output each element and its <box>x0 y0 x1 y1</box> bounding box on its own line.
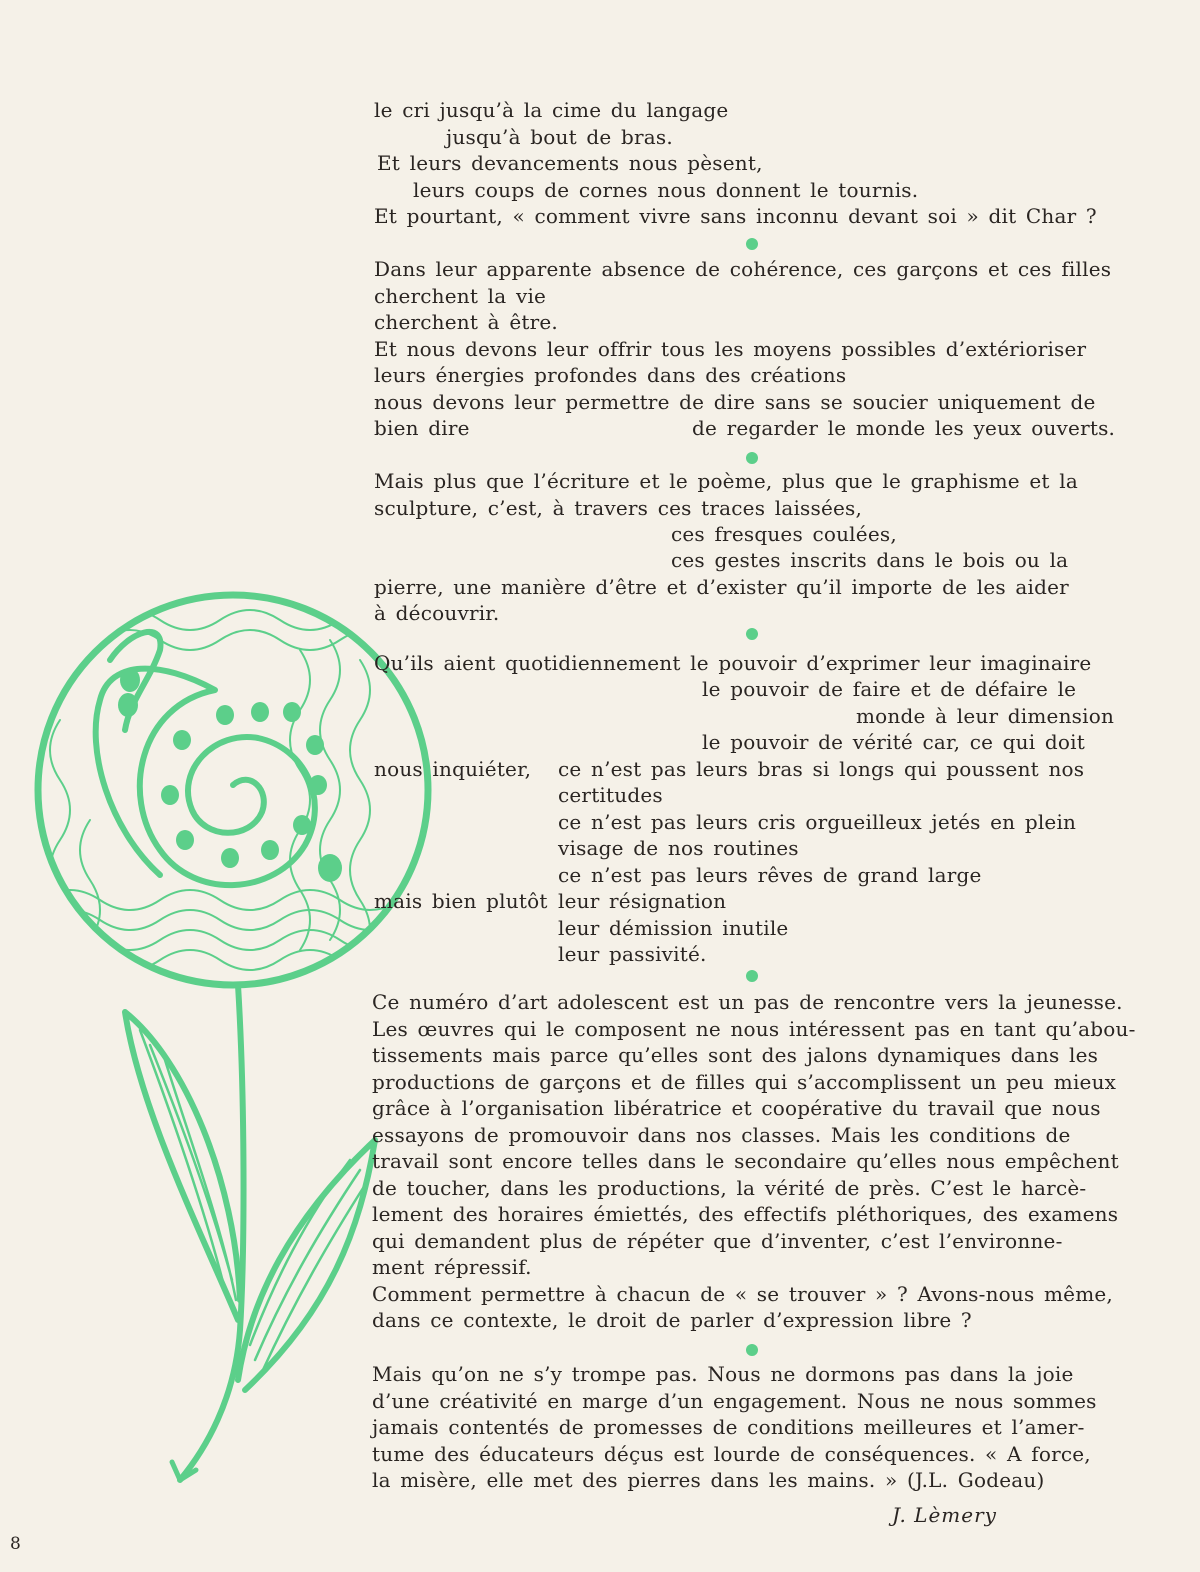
text-line: Dans leur apparente absence de cohérence, ces garçons et ces filles <box>374 257 1112 281</box>
text-line: Et nous devons leur offrir tous les moyens possibles d’extérioriser <box>374 337 1087 361</box>
text-line: cherchent la vie <box>374 284 547 308</box>
author-signature: J. Lèmery <box>892 1503 997 1527</box>
section-bullet <box>746 1344 758 1356</box>
text-line: essayons de promouvoir dans nos classes. Mais les conditions de <box>372 1123 1071 1147</box>
text-line: le pouvoir de faire et de défaire le <box>702 677 1077 701</box>
text-line: bien dire <box>374 416 470 440</box>
text-line: à découvrir. <box>374 601 500 625</box>
text-line: pierre, une manière d’être et d’exister qu’il importe de les aider <box>374 575 1069 599</box>
text-line: monde à leur dimension <box>856 704 1115 728</box>
text-line: mais bien plutôt <box>374 889 548 913</box>
text-line: jamais contentés de promesses de conditions meilleures et l’amer- <box>372 1415 1085 1439</box>
text-line: cherchent à être. <box>374 310 558 334</box>
text-line: productions de garçons et de filles qui s’accomplissent un peu mieux <box>372 1070 1117 1094</box>
text-line: le cri jusqu’à la cime du langage <box>374 98 729 122</box>
text-line: leurs énergies profondes dans des créations <box>374 363 847 387</box>
text-line: travail sont encore telles dans le secondaire qu’elles nous empêchent <box>372 1149 1119 1173</box>
text-line: leur démission inutile <box>558 916 789 940</box>
text-line: la misère, elle met des pierres dans les mains. » (J.L. Godeau) <box>372 1468 1045 1492</box>
text-line: nous devons leur permettre de dire sans se soucier uniquement de <box>374 390 1096 414</box>
text-line: Ce numéro d’art adolescent est un pas de rencontre vers la jeunesse. <box>372 990 1123 1014</box>
text-line: qui demandent plus de répéter que d’inventer, c’est l’environne- <box>372 1229 1063 1253</box>
text-line: Mais qu’on ne s’y trompe pas. Nous ne dormons pas dans la joie <box>372 1362 1074 1386</box>
text-line: Et leurs devancements nous pèsent, <box>377 151 763 175</box>
page-number: 8 <box>10 1534 21 1554</box>
text-line: ces gestes inscrits dans le bois ou la <box>671 548 1069 572</box>
text-line: lement des horaires émiettés, des effectifs pléthoriques, des examens <box>372 1202 1119 1226</box>
text-line: jusqu’à bout de bras. <box>446 125 673 149</box>
section-bullet <box>746 452 758 464</box>
section-bullet <box>746 628 758 640</box>
text-line: leur résignation <box>558 889 727 913</box>
text-line: grâce à l’organisation libératrice et coopérative du travail que nous <box>372 1096 1101 1120</box>
text-line: Mais plus que l’écriture et le poème, plus que le graphisme et la <box>374 469 1078 493</box>
text-line: ce n’est pas leurs bras si longs qui poussent nos <box>558 757 1085 781</box>
text-line: visage de nos routines <box>558 836 799 860</box>
text-line: dans ce contexte, le droit de parler d’expression libre ? <box>372 1308 972 1332</box>
text-line: tume des éducateurs déçus est lourde de conséquences. « A force, <box>372 1442 1091 1466</box>
text-line: sculpture, c’est, à travers ces traces laissées, <box>374 496 863 520</box>
text-line: d’une créativité en marge d’un engagement. Nous ne nous sommes <box>372 1389 1097 1413</box>
text-line: ce n’est pas leurs rêves de grand large <box>558 863 982 887</box>
text-line: tissements mais parce qu’elles sont des jalons dynamiques dans les <box>372 1043 1099 1067</box>
text-line: de toucher, dans les productions, la vérité de près. C’est le harcè- <box>372 1176 1087 1200</box>
text-line: ces fresques coulées, <box>671 522 897 546</box>
text-line: Et pourtant, « comment vivre sans inconnu devant soi » dit Char ? <box>374 204 1097 228</box>
text-line: Qu’ils aient quotidiennement le pouvoir d’exprimer leur imaginaire <box>374 651 1092 675</box>
text-line: Comment permettre à chacun de « se trouver » ? Avons-nous même, <box>372 1282 1113 1306</box>
text-line: ment répressif. <box>372 1255 532 1279</box>
text-line: leur passivité. <box>558 942 707 966</box>
section-bullet <box>746 238 758 250</box>
text-line: ce n’est pas leurs cris orgueilleux jetés en plein <box>558 810 1077 834</box>
text-line: certitudes <box>558 783 663 807</box>
text-line: leurs coups de cornes nous donnent le tournis. <box>413 178 919 202</box>
text-line: de regarder le monde les yeux ouverts. <box>692 416 1116 440</box>
text-line: le pouvoir de vérité car, ce qui doit <box>702 730 1085 754</box>
text-line: nous inquiéter, <box>374 757 532 781</box>
text-line: Les œuvres qui le composent ne nous intéressent pas en tant qu’abou- <box>372 1017 1136 1041</box>
section-bullet <box>746 970 758 982</box>
